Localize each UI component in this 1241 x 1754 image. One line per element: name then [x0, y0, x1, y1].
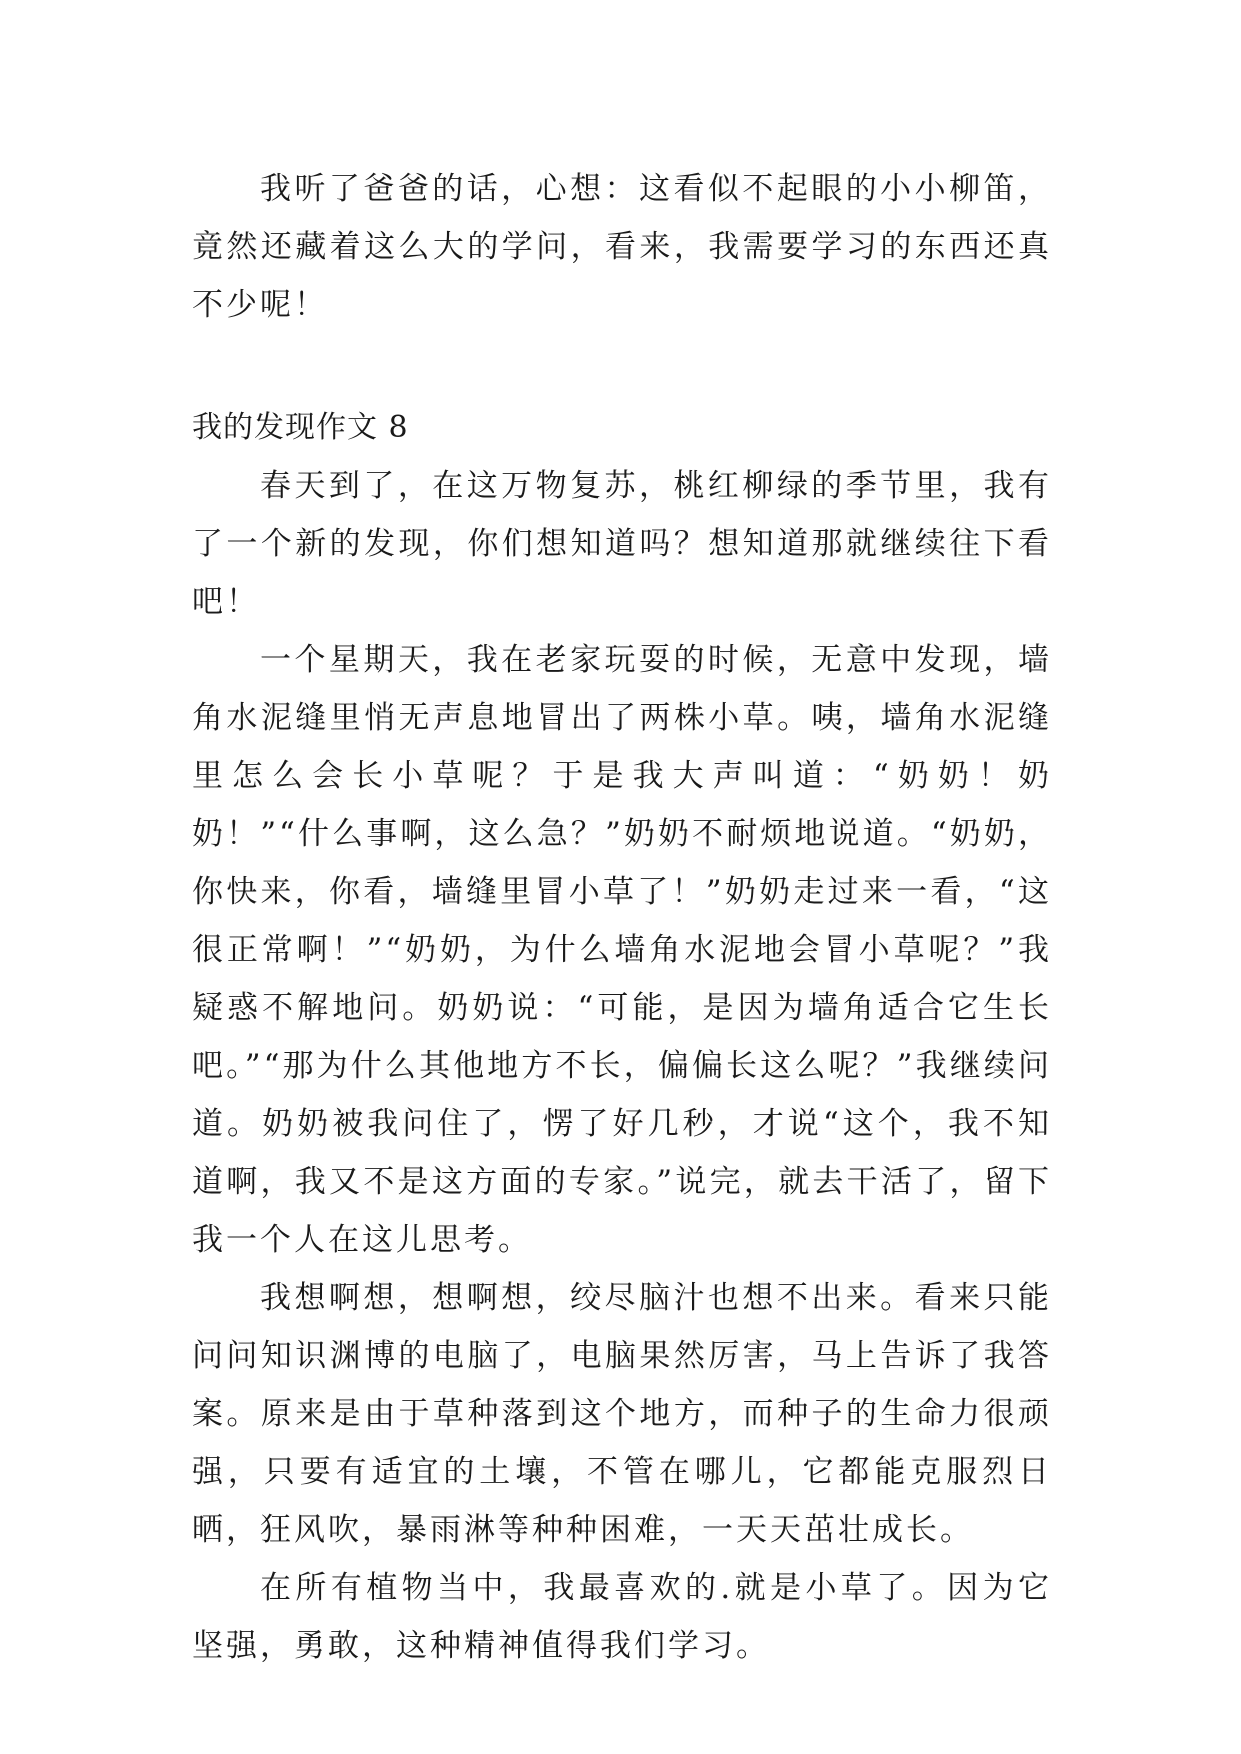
section-title: 我的发现作文 8 — [192, 410, 409, 445]
paragraph-answer: 我想啊想，想啊想，绞尽脑汁也想不出来。看来只能问问知识渊博的电脑了，电脑果然厉害，马上告诉了我答案。原来是由于草种落到这个地方，而种子的生命力很顽强，只要有适宜的土壤，不管在哪儿，它都能克服烈日晒，狂风吹，暴雨淋等种种困难，一天天茁壮成长。 — [192, 1280, 1052, 1548]
paragraph-discovery: 一个星期天，我在老家玩耍的时候，无意中发现，墙角水泥缝里悄无声息地冒出了两株小草。咦，墙角水泥缝里怎么会长小草呢？于是我大声叫道：“奶奶！奶奶！”“什么事啊，这么急？”奶奶不耐烦地说道。“奶奶，你快来，你看，墙缝里冒小草了！”奶奶走过来一看，“这很正常啊！”“奶奶，为什么墙角水泥地会冒小草呢？”我疑惑不解地问。奶奶说：“可能，是因为墙角适合它生长吧。”“那为什么其他地方不长，偏偏长这么呢？”我继续问道。奶奶被我问住了，愣了好几秒，才说“这个，我不知道啊，我又不是这方面的专家。”说完，就去干活了，留下我一个人在这儿思考。 — [192, 642, 1052, 1258]
document-body — [192, 160, 1052, 1675]
intro-paragraph: 我听了爸爸的话，心想：这看似不起眼的小小柳笛，竟然还藏着这么大的学问，看来，我需要学习的东西还真不少呢！ — [192, 171, 1052, 323]
paragraph-spring: 春天到了，在这万物复苏，桃红柳绿的季节里，我有了一个新的发现，你们想知道吗？想知道那就继续往下看吧！ — [192, 468, 1052, 620]
paragraph-conclusion: 在所有植物当中，我最喜欢的.就是小草了。因为它坚强，勇敢，这种精神值得我们学习。 — [192, 1570, 1052, 1664]
